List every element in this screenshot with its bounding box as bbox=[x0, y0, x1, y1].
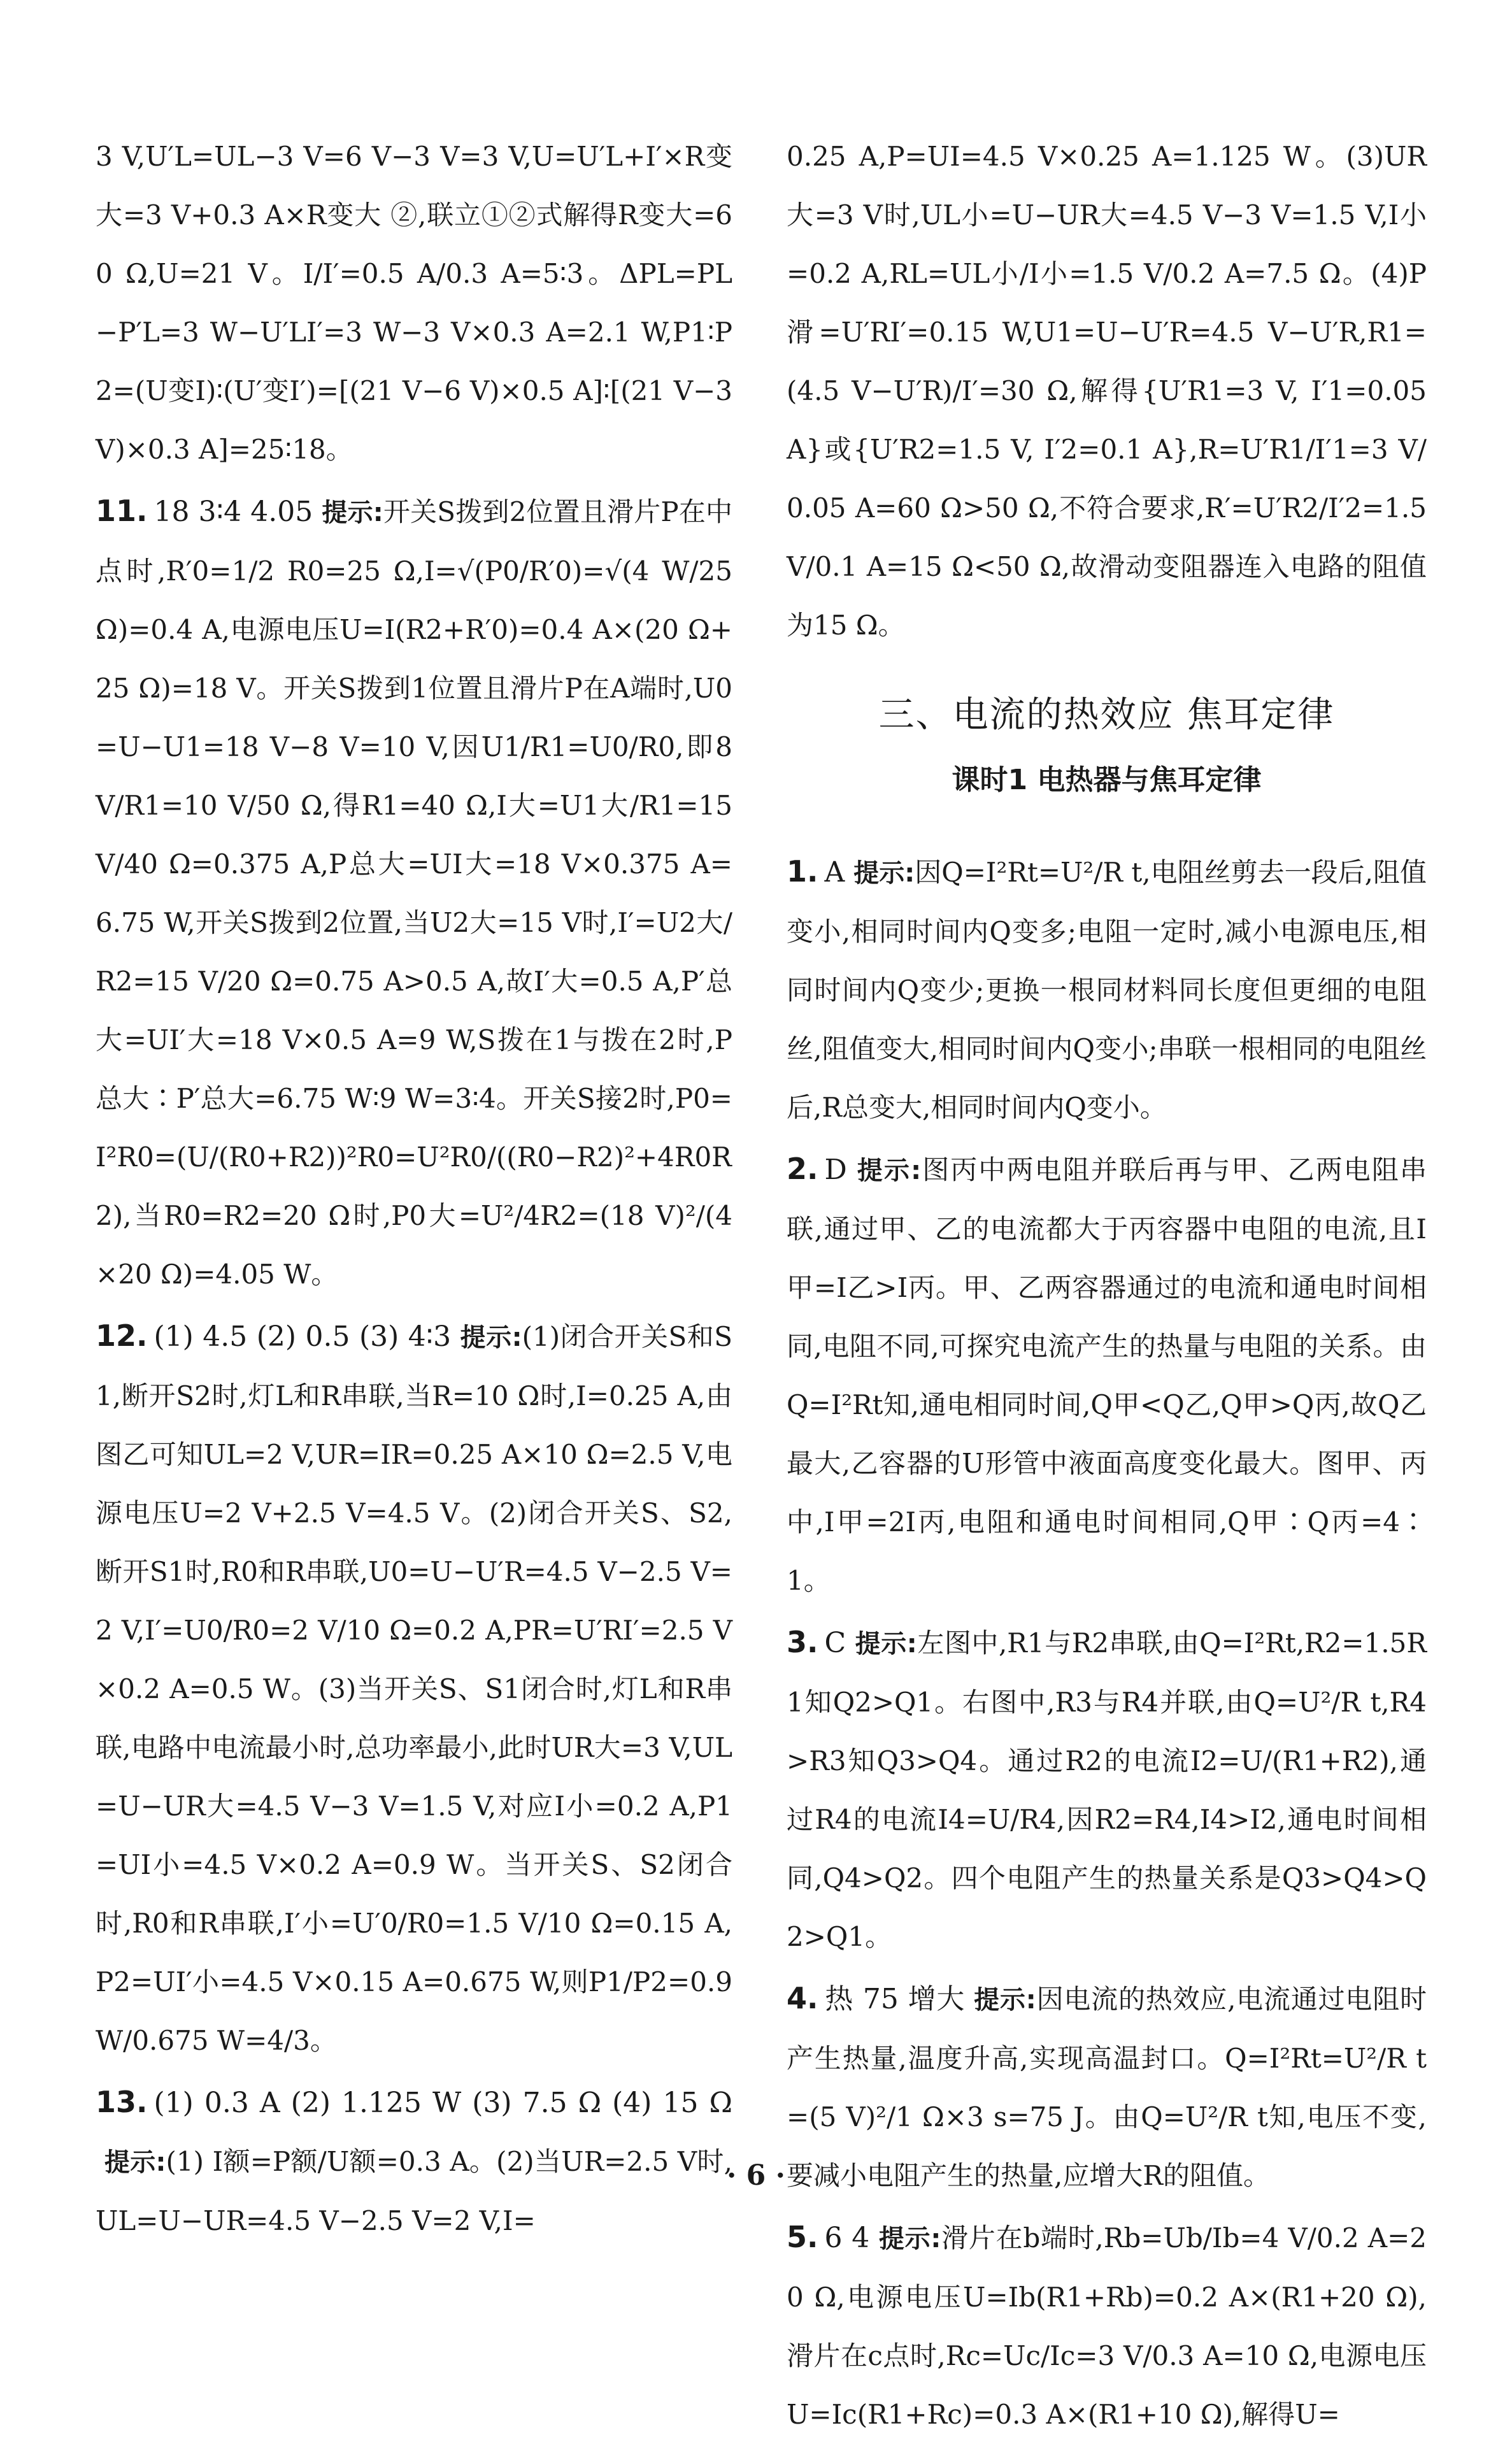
item-answer: (1) 4.5 (2) 0.5 (3) 4∶3 bbox=[153, 1320, 452, 1353]
right-column bbox=[787, 127, 1427, 2444]
hint-text: 开关S拨到2位置且滑片P在中点时,R′0=1/2 R0=25 Ω,I=√(P0/R′0)=√(4 W/25 Ω)=0.4 A,电源电压U=I(R2+R′0)=0.4 A×(20 Ω+25 Ω)=18 V。开关S拨到1位置且滑片P在A端时,U0=U−U1=18 V−8 V=10 V,因U1/R1=U0/R0,即8 V/R1=10 V/50 Ω,得R1=40 Ω,I大=U1大/R1=15 V/40 Ω=0.375 A,P总大=UI大=18 V×0.375 A=6.75 W,开关S拨到2位置,当U2大=15 V时,I′=U2大/R2=15 V/20 Ω=0.75 A>0.5 A,故I′大=0.5 A,P′总大=UI′大=18 V×0.5 A=9 W,S拨在1与拨在2时,P总大∶P′总大=6.75 W∶9 W=3∶4。开关S接2时,P0=I²R0=(U/(R0+R2))²R0=U²R0/((R0−R2)²+4R0R2),当R0=R2=20 Ω时,P0大=U²/4R2=(18 V)²/(4×20 Ω)=4.05 W。 bbox=[96, 496, 732, 1290]
left-column bbox=[96, 127, 732, 2250]
hint-label: 提示: bbox=[974, 1985, 1036, 2015]
hint-label: 提示: bbox=[853, 859, 915, 888]
answer-item-1 bbox=[787, 842, 1427, 1137]
item-number: 4. bbox=[787, 1981, 818, 2015]
item-answer: 18 3∶4 4.05 bbox=[153, 496, 313, 528]
answer-item-5 bbox=[787, 2208, 1427, 2444]
item-answer: C bbox=[824, 1627, 846, 1659]
item-number: 1. bbox=[787, 854, 818, 889]
hint-text: 因电流的热效应,电流通过电阻时产生热量,温度升高,实现高温封口。Q=I²Rt=U²/R t=(5 V)²/1 Ω×3 s=75 J。由Q=U²/R t知,电压不变,要减小电阻产生的热量,应增大R的阻值。 bbox=[787, 1983, 1427, 2191]
answer-item-11 bbox=[96, 482, 732, 1304]
hint-label: 提示: bbox=[460, 1323, 522, 1352]
hint-text: 图丙中两电阻并联后再与甲、乙两电阻串联,通过甲、乙的电流都大于丙容器中电阻的电流,且I甲=I乙>I丙。甲、乙两容器通过的电流和通电时间相同,电阻不同,可探究电流产生的热量与电阻的关系。由Q=I²Rt知,通电相同时间,Q甲<Q乙,Q甲>Q丙,故Q乙最大,乙容器的U形管中液面高度变化最大。图甲、丙中,I甲=2I丙,电阻和通电时间相同,Q甲∶Q丙=4∶1。 bbox=[787, 1154, 1427, 1596]
hint-label: 提示: bbox=[855, 1629, 917, 1659]
q13-continuation: 0.25 A,P=UI=4.5 V×0.25 A=1.125 W。(3)UR大=3 V时,UL小=U−UR大=4.5 V−3 V=1.5 V,I小=0.2 A,RL=UL小/I小=1.5 V/0.2 A=7.5 Ω。(4)P滑=U′RI′=0.15 W,U1=U−U′R=4.5 V−U′R,R1=(4.5 V−U′R)/I′=30 Ω,解得{U′R1=3 V, I′1=0.05 A}或{U′R2=1.5 V, I′2=0.1 A},R=U′R1/I′1=3 V/0.05 A=60 Ω>50 Ω,不符合要求,R′=U′R2/I′2=1.5 V/0.1 A=15 Ω<50 Ω,故滑动变阻器连入电路的阻值为15 Ω。 bbox=[787, 141, 1427, 641]
page-number: · 6 · bbox=[727, 2159, 785, 2192]
hint-text: (1)闭合开关S和S1,断开S2时,灯L和R串联,当R=10 Ω时,I=0.25 A,由图乙可知UL=2 V,UR=IR=0.25 A×10 Ω=2.5 V,电源电压U=2 V+2.5 V=4.5 V。(2)闭合开关S、S2,断开S1时,R0和R串联,U0=U−U′R=4.5 V−2.5 V=2 V,I′=U0/R0=2 V/10 Ω=0.2 A,PR=U′RI′=2.5 V×0.2 A=0.5 W。(3)当开关S、S1闭合时,灯L和R串联,电路中电流最小时,总功率最小,此时UR大=3 V,UL=U−UR大=4.5 V−3 V=1.5 V,对应I小=0.2 A,P1=UI小=4.5 V×0.2 A=0.9 W。当开关S、S2闭合时,R0和R串联,I′小=U′0/R0=1.5 V/10 Ω=0.15 A,P2=UI′小=4.5 V×0.15 A=0.675 W,则P1/P2=0.9 W/0.675 W=4/3。 bbox=[96, 1321, 732, 2056]
item-answer: A bbox=[824, 856, 845, 889]
section-title: 三、电流的热效应 焦耳定律 bbox=[878, 694, 1335, 736]
hint-label: 提示: bbox=[104, 2148, 166, 2177]
hint-label: 提示: bbox=[878, 2224, 941, 2254]
item-answer: 热 75 增大 bbox=[824, 1983, 966, 2015]
answer-item-3 bbox=[787, 1613, 1427, 1966]
item-number: 11. bbox=[96, 494, 148, 528]
answer-item-12 bbox=[96, 1306, 732, 2070]
q10-continuation: 3 V,U′L=UL−3 V=6 V−3 V=3 V,U=U′L+I′×R变大=3 V+0.3 A×R变大 ②,联立①②式解得R变大=60 Ω,U=21 V。I/I′=0.5 A/0.3 A=5∶3。ΔPL=PL−P′L=3 W−U′LI′=3 W−3 V×0.3 A=2.1 W,P1∶P2=(U变I)∶(U′变I′)=[(21 V−6 V)×0.5 A]∶[(21 V−3 V)×0.3 A]=25∶18。 bbox=[96, 141, 732, 465]
hint-text: 左图中,R1与R2串联,由Q=I²Rt,R2=1.5R1知Q2>Q1。右图中,R3与R4并联,由Q=U²/R t,R4>R3知Q3>Q4。通过R2的电流I2=U/(R1+R2),通过R4的电流I4=U/R4,因R2=R4,I4>I2,通电时间相同,Q4>Q2。四个电阻产生的热量关系是Q3>Q4>Q2>Q1。 bbox=[787, 1627, 1427, 1952]
hint-text: 滑片在b端时,Rb=Ub/Ib=4 V/0.2 A=20 Ω,电源电压U=Ib(R1+Rb)=0.2 A×(R1+20 Ω),滑片在c点时,Rc=Uc/Ic=3 V/0.3 A=10 Ω,电源电压U=Ic(R1+Rc)=0.3 A×(R1+10 Ω),解得U= bbox=[787, 2222, 1427, 2430]
item-answer: (1) 0.3 A (2) 1.125 W (3) 7.5 Ω (4) 15 Ω bbox=[153, 2087, 732, 2119]
item-answer: D bbox=[824, 1154, 847, 1186]
answer-item-2 bbox=[787, 1140, 1427, 1610]
hint-label: 提示: bbox=[855, 1156, 922, 1185]
lesson-title: 课时1 电热器与焦耳定律 bbox=[952, 764, 1262, 796]
item-number: 5. bbox=[787, 2220, 818, 2254]
item-number: 2. bbox=[787, 1152, 818, 1186]
hint-label: 提示: bbox=[322, 498, 383, 527]
item-number: 12. bbox=[96, 1318, 148, 1353]
hint-text: 因Q=I²Rt=U²/R t,电阻丝剪去一段后,阻值变小,相同时间内Q变多;电阻一定时,减小电源电压,相同时间内Q变少;更换一根同材料同长度但更细的电阻丝,阻值变大,相同时间内Q变小;串联一根相同的电阻丝后,R总变大,相同时间内Q变小。 bbox=[787, 857, 1427, 1123]
hint-text: (1) I额=P额/U额=0.3 A。(2)当UR=2.5 V时,UL=U−UR=4.5 V−2.5 V=2 V,I= bbox=[96, 2146, 732, 2236]
item-number: 13. bbox=[96, 2085, 148, 2119]
item-number: 3. bbox=[787, 1625, 818, 1659]
item-answer: 6 4 bbox=[824, 2222, 870, 2254]
